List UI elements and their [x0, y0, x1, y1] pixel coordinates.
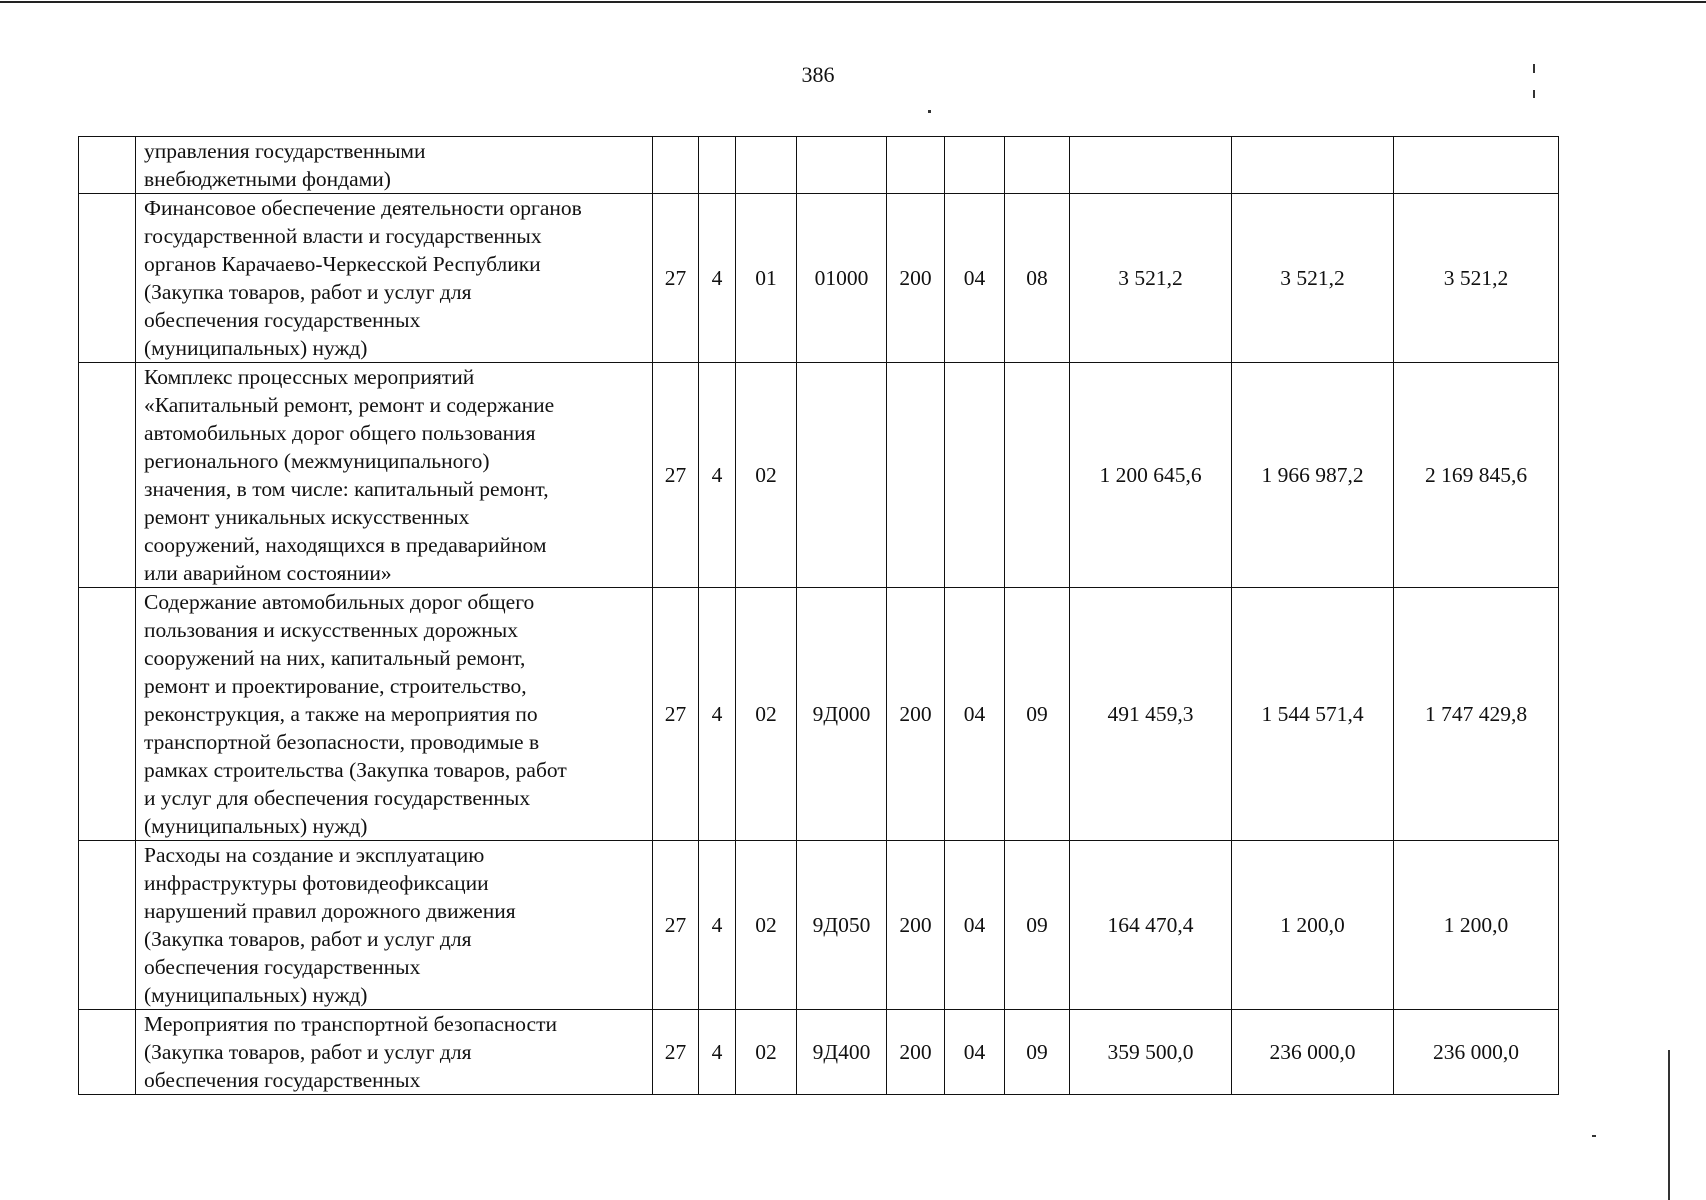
amount-year-2-cell: 1 544 571,4	[1232, 588, 1394, 841]
target-article-cell: 01000	[797, 194, 887, 363]
table-row	[79, 1010, 1559, 1095]
item-name-line: «Капитальный ремонт, ремонт и содержание	[144, 393, 555, 417]
item-name-line: ремонт уникальных искусственных	[144, 505, 470, 529]
table-row	[79, 588, 1559, 841]
table-row	[79, 194, 1559, 363]
item-name-cell	[136, 588, 653, 841]
amount-year-2-cell: 236 000,0	[1232, 1010, 1394, 1095]
target-article-cell	[797, 363, 887, 588]
division-cell	[945, 137, 1005, 194]
amount-year-1-cell: 359 500,0	[1070, 1010, 1232, 1095]
item-name-line: сооружений, находящихся в предаварийном	[144, 533, 547, 557]
division-cell: 04	[945, 841, 1005, 1010]
scan-border-top	[0, 1, 1706, 3]
division-cell: 04	[945, 194, 1005, 363]
subdivision-cell: 09	[1005, 588, 1070, 841]
item-name-line: (муниципальных) нужд)	[144, 814, 368, 838]
table-row	[79, 363, 1559, 588]
subdivision-cell: 08	[1005, 194, 1070, 363]
division-cell: 04	[945, 1010, 1005, 1095]
item-name-cell	[136, 194, 653, 363]
item-name-line: (муниципальных) нужд)	[144, 983, 368, 1007]
item-name-line: ремонт и проектирование, строительство,	[144, 674, 527, 698]
item-name-line: органов Карачаево-Черкесской Республики	[144, 252, 541, 276]
scan-speck	[1592, 1135, 1596, 1137]
target-article-cell: 9Д000	[797, 588, 887, 841]
item-name-line: транспортной безопасности, проводимые в	[144, 730, 540, 754]
section-code-cell: 4	[699, 841, 736, 1010]
amount-year-1-cell	[1070, 137, 1232, 194]
subprogram-code-cell: 02	[736, 363, 797, 588]
item-name-line: Финансовое обеспечение деятельности органов	[144, 196, 582, 220]
expense-type-cell	[887, 137, 945, 194]
row-index-cell	[79, 1010, 136, 1095]
item-name-line: или аварийном состоянии»	[144, 561, 392, 585]
item-name-line: регионального (межмуниципального)	[144, 449, 490, 473]
subdivision-cell: 09	[1005, 1010, 1070, 1095]
amount-year-1-cell: 1 200 645,6	[1070, 363, 1232, 588]
chapter-code-cell: 27	[653, 194, 699, 363]
item-name-line: обеспечения государственных	[144, 308, 421, 332]
budget-table	[78, 136, 1559, 1095]
target-article-cell: 9Д400	[797, 1010, 887, 1095]
section-code-cell: 4	[699, 1010, 736, 1095]
item-name-line: (Закупка товаров, работ и услуг для	[144, 927, 472, 951]
amount-year-3-cell	[1394, 137, 1559, 194]
scan-speck	[1533, 90, 1535, 98]
chapter-code-cell: 27	[653, 588, 699, 841]
section-code-cell: 4	[699, 363, 736, 588]
item-name-line: обеспечения государственных	[144, 1068, 421, 1092]
amount-year-2-cell: 1 200,0	[1232, 841, 1394, 1010]
item-name-line: и услуг для обеспечения государственных	[144, 786, 531, 810]
chapter-code-cell: 27	[653, 363, 699, 588]
scan-speck	[1533, 64, 1535, 73]
row-index-cell	[79, 841, 136, 1010]
section-code-cell: 4	[699, 194, 736, 363]
amount-year-3-cell: 2 169 845,6	[1394, 363, 1559, 588]
item-name-line: сооружений на них, капитальный ремонт,	[144, 646, 526, 670]
amount-year-1-cell: 164 470,4	[1070, 841, 1232, 1010]
division-cell	[945, 363, 1005, 588]
item-name-line: (муниципальных) нужд)	[144, 336, 368, 360]
amount-year-3-cell: 236 000,0	[1394, 1010, 1559, 1095]
item-name-line: реконструкция, а также на мероприятия по	[144, 702, 538, 726]
item-name-cell	[136, 841, 653, 1010]
item-name-line: рамках строительства (Закупка товаров, работ	[144, 758, 567, 782]
item-name-line: Содержание автомобильных дорог общего	[144, 590, 535, 614]
amount-year-3-cell: 3 521,2	[1394, 194, 1559, 363]
row-index-cell	[79, 194, 136, 363]
subprogram-code-cell	[736, 137, 797, 194]
expense-type-cell: 200	[887, 194, 945, 363]
row-index-cell	[79, 588, 136, 841]
subprogram-code-cell: 02	[736, 588, 797, 841]
table-row	[79, 841, 1559, 1010]
amount-year-1-cell: 491 459,3	[1070, 588, 1232, 841]
target-article-cell: 9Д050	[797, 841, 887, 1010]
subdivision-cell	[1005, 137, 1070, 194]
amount-year-1-cell: 3 521,2	[1070, 194, 1232, 363]
item-name-line: государственной власти и государственных	[144, 224, 542, 248]
amount-year-2-cell: 3 521,2	[1232, 194, 1394, 363]
row-index-cell	[79, 363, 136, 588]
chapter-code-cell: 27	[653, 1010, 699, 1095]
expense-type-cell: 200	[887, 841, 945, 1010]
expense-type-cell: 200	[887, 588, 945, 841]
item-name-line: нарушений правил дорожного движения	[144, 899, 516, 923]
subdivision-cell	[1005, 363, 1070, 588]
item-name-line: Расходы на создание и эксплуатацию	[144, 843, 485, 867]
page-number: 386	[801, 62, 835, 87]
item-name-line: инфраструктуры фотовидеофиксации	[144, 871, 489, 895]
division-cell: 04	[945, 588, 1005, 841]
subprogram-code-cell: 01	[736, 194, 797, 363]
scan-border-right	[1668, 1050, 1670, 1200]
item-name-line: (Закупка товаров, работ и услуг для	[144, 1040, 472, 1064]
section-code-cell: 4	[699, 588, 736, 841]
section-code-cell	[699, 137, 736, 194]
item-name-line: значения, в том числе: капитальный ремонт,	[144, 477, 549, 501]
scan-speck	[928, 110, 931, 113]
amount-year-2-cell: 1 966 987,2	[1232, 363, 1394, 588]
item-name-cell	[136, 137, 653, 194]
chapter-code-cell: 27	[653, 841, 699, 1010]
item-name-line: Мероприятия по транспортной безопасности	[144, 1012, 557, 1036]
item-name-line: внебюджетными фондами)	[144, 167, 391, 191]
amount-year-2-cell	[1232, 137, 1394, 194]
item-name-line: автомобильных дорог общего пользования	[144, 421, 536, 445]
chapter-code-cell	[653, 137, 699, 194]
table-row	[79, 137, 1559, 194]
subprogram-code-cell: 02	[736, 841, 797, 1010]
item-name-cell	[136, 1010, 653, 1095]
target-article-cell	[797, 137, 887, 194]
expense-type-cell	[887, 363, 945, 588]
item-name-line: (Закупка товаров, работ и услуг для	[144, 280, 472, 304]
amount-year-3-cell: 1 747 429,8	[1394, 588, 1559, 841]
item-name-line: управления государственными	[144, 139, 426, 163]
item-name-cell	[136, 363, 653, 588]
amount-year-3-cell: 1 200,0	[1394, 841, 1559, 1010]
subprogram-code-cell: 02	[736, 1010, 797, 1095]
item-name-line: обеспечения государственных	[144, 955, 421, 979]
row-index-cell	[79, 137, 136, 194]
item-name-line: пользования и искусственных дорожных	[144, 618, 518, 642]
item-name-line: Комплекс процессных мероприятий	[144, 365, 475, 389]
subdivision-cell: 09	[1005, 841, 1070, 1010]
expense-type-cell: 200	[887, 1010, 945, 1095]
